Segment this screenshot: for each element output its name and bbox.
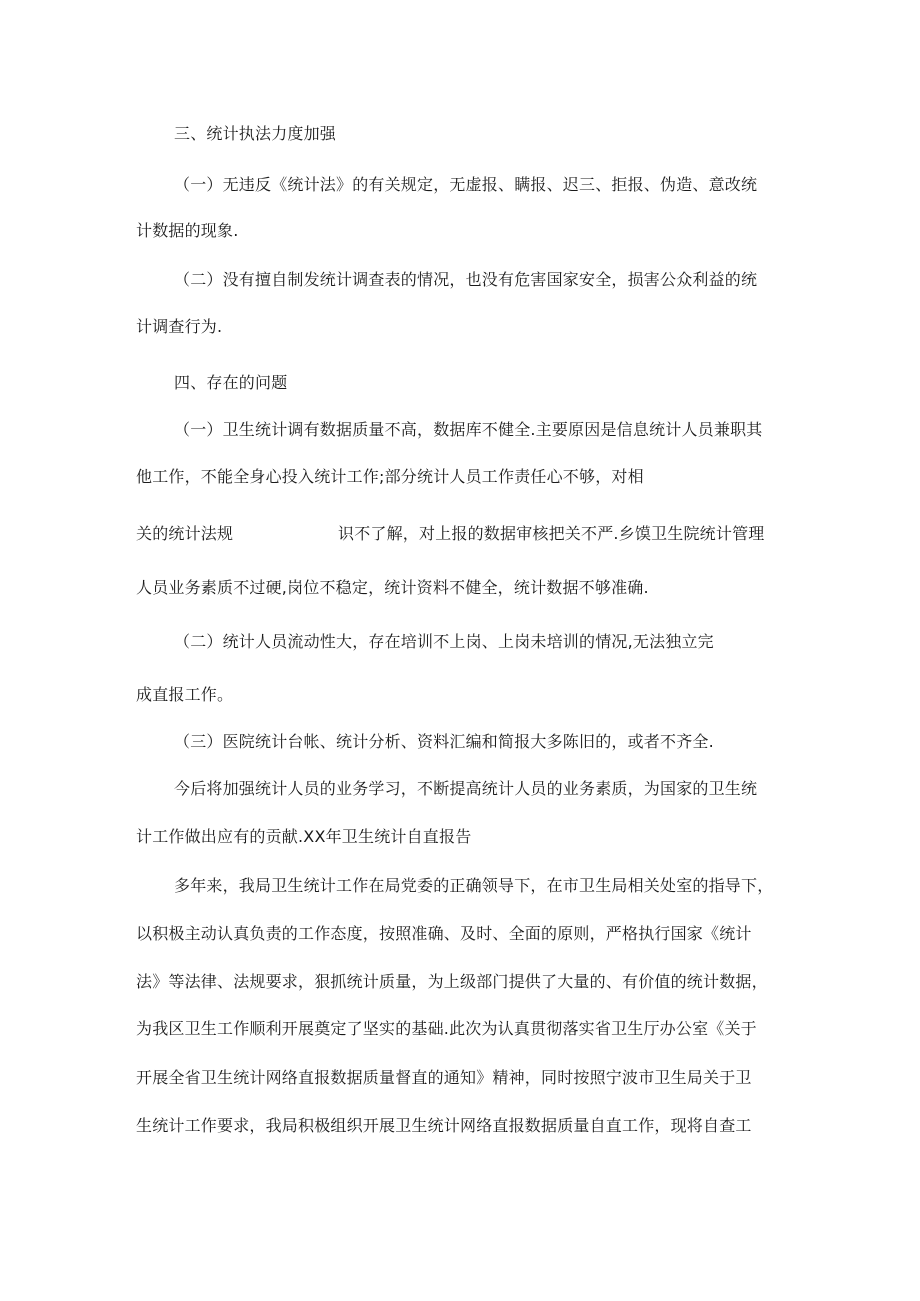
paragraph-line: （一）无违反《统计法》的有关规定，无虚报、瞒报、迟三、拒报、伪造、意改统 bbox=[174, 175, 758, 194]
paragraph-line: （二）没有擅自制发统计调查表的情况，也没有危害国家安全，损害公众利益的统 bbox=[174, 270, 758, 289]
paragraph-line: 识不了解，对上报的数据审核把关不严.乡馍卫生院统计管理 bbox=[338, 524, 765, 543]
paragraph-line: 成直报工作。 bbox=[136, 685, 234, 704]
paragraph-line: 以积极主动认真负责的工作态度，按照准确、及时、全面的原则，严格执行国家《统计 bbox=[136, 924, 752, 943]
paragraph-line: 法》等法律、法规要求，狠抓统计质量，为上级部门提供了大量的、有价值的统计数据， bbox=[136, 972, 768, 991]
paragraph-line: 多年来，我局卫生统计工作在局党委的正确领导下，在市卫生局相关处室的指导下， bbox=[174, 876, 774, 895]
paragraph-line: 今后将加强统计人员的业务学习，不断提高统计人员的业务素质，为国家的卫生统 bbox=[174, 779, 758, 798]
section-heading-4: 四、存在的问题 bbox=[174, 373, 288, 392]
section-heading-3: 三、统计执法力度加强 bbox=[174, 124, 337, 143]
paragraph-line: 开展全省卫生统计网络直报数据质量督直的通知》精神，同时按照宁波市卫生局关于卫 bbox=[136, 1068, 752, 1087]
paragraph-line: （三）医院统计台帐、统计分析、资料汇编和简报大多陈旧的，或者不齐全. bbox=[174, 732, 714, 751]
paragraph-line: （二）统计人员流动性大，存在培训不上岗、上岗未培训的情况,无法独立完 bbox=[174, 632, 714, 651]
paragraph-line: （一）卫生统计调有数据质量不高，数据库不健全.主要原因是信息统计人员兼职其 bbox=[174, 420, 763, 439]
paragraph-line: 计调查行为. bbox=[136, 317, 223, 336]
paragraph-line: 为我区卫生工作顺利开展奠定了坚实的基础.此次为认真贯彻落实省卫生厅办公室《关于 bbox=[136, 1019, 757, 1038]
paragraph-line: 计工作做出应有的贡献.XX年卫生统计自直报告 bbox=[136, 827, 472, 846]
paragraph-line: 关的统计法规 bbox=[136, 524, 234, 543]
paragraph-line: 生统计工作要求，我局积极组织开展卫生统计网络直报数据质量自直工作，现将自查工 bbox=[136, 1116, 752, 1135]
paragraph-line: 人员业务素质不过硬,岗位不稳定，统计资料不健全，统计数据不够准确. bbox=[136, 578, 649, 597]
paragraph-line: 计数据的现象. bbox=[136, 221, 239, 240]
paragraph-line: 他工作，不能全身心投入统计工作;部分统计人员工作责任心不够，对相 bbox=[136, 467, 644, 486]
